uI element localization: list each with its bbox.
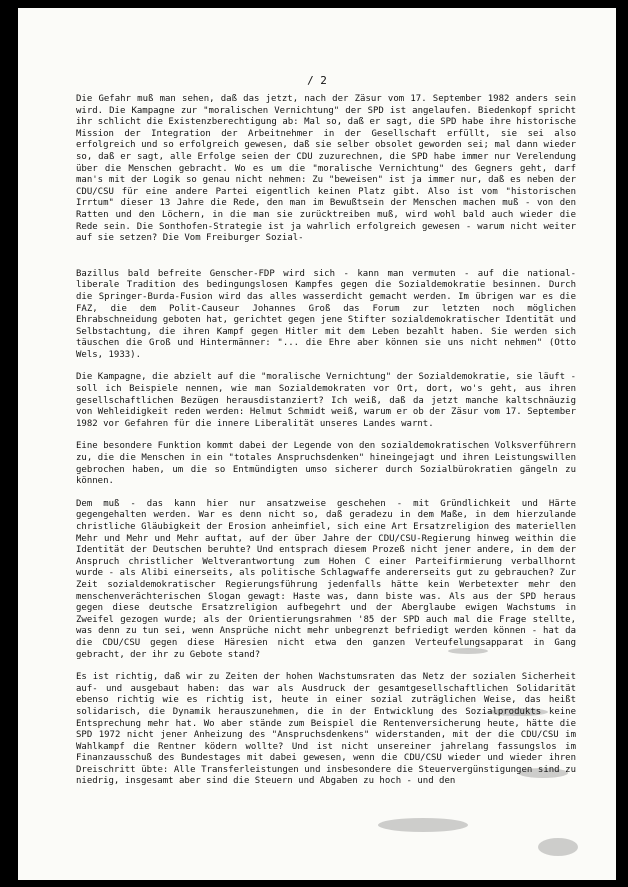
copy-speckle [448, 648, 488, 654]
copy-speckle [538, 838, 578, 856]
document-body [76, 94, 576, 799]
page-number: / 2 [307, 74, 327, 87]
paragraph-5: Dem muß - das kann hier nur ansatzweise geschehen - mit Gründlichkeit und Härte gegengehalten werden. War es denn nicht so, daß geradezu in dem Maße, in dem hierzulande christliche Gläubigkeit der Erosion anheimfiel, sich eine Art Ersatzreligion des materiellen Mehr und Mehr und Mehr auftat, auf der über Jahre der CDU/CSU-Regierung hinweg weithin die Identität der Deutschen beruhte? Und entsprach diesem Prozeß nicht jener andere, in dem der Anspruch christlicher Weltverantwortung zum Hohen C einer Parteifirmierung verballhornt wurde - als Alibi einerseits, als politische Schlagwaffe andererseits gut zu gebrauchen? Zur Zeit sozialdemokratischer Regierungsführung jedenfalls hätte kein Werbetexter mehr den menschenverächterischen Slogan gewagt: Haste was, dann biste was. Als aus der SPD heraus gegen diese deutsche Ersatzreligion aufbegehrt und der Aberglaube ewigen Wachstums in Zweifel gezogen wurde; als der Orientierungsrahmen '85 der SPD auch mal die Frage stellte, was denn zu tun sei, wenn Ansprüche nicht mehr unbegrenzt befriedigt werden können - hat da die CDU/CSU gegen diese Häresien nicht etwa den ganzen Verteufelungsapparat in Gang gebracht, der ihr zu Gebote stand? [76, 498, 576, 660]
paragraph-3: Die Kampagne, die abzielt auf die "moralische Vernichtung" der Sozialdemokratie, sie läuft - soll ich Beispiele nennen, wie man Sozialdemokraten vor Ort, dort, wo's geht, aus ihren gesellschaftlichen Bezügen herausdistanziert? Ich weiß, daß da jetzt manche kaltschnäuzig von Wehleidigkeit reden werden: Helmut Schmidt weiß, warum er ob der Zäsur vom 17. September 1982 vor Gefahren für die innere Liberalität unseres Landes warnt. [76, 372, 576, 429]
copy-speckle [378, 818, 468, 832]
paragraph-4: Eine besondere Funktion kommt dabei der Legende von den sozialdemokratischen Volksverführern zu, die die Menschen in ein "totales Anspruchsdenken" hineingejagt und ihren Leistungswillen gebrochen haben, um die so Entmündigten umso sicherer durch Sozialbürokratien gängeln zu können. [76, 441, 576, 487]
copy-speckle [518, 768, 568, 778]
document-page [18, 8, 616, 880]
copy-speckle [488, 708, 548, 716]
paragraph-6: Es ist richtig, daß wir zu Zeiten der hohen Wachstumsraten das Netz der sozialen Sicherheit auf- und ausgebaut haben: das war als Ausdruck der gesamtgesellschaftlichen Solidarität ebenso richtig wie es richtig ist, heute in einer sozial zuträglichen Weise, das heißt solidarisch, die Dynamik herauszunehmen, die in der Entwicklung des Sozialprodukts keine Entsprechung mehr hat. Wo aber stände zum Beispiel die Rentenversicherung heute, hätte die SPD 1972 nicht jener Anheizung des "Anspruchsdenkens" widerstanden, mit der die CDU/CSU im Wahlkampf die Rentner ködern wollte? Und ist nicht unsereiner jahrelang fassungslos im Finanzausschuß des Bundestages mit dabei gewesen, wenn die CDU/CSU wieder und wieder ihren Dreischritt übte: Alle Transferleistungen und insbesondere die Steuervergünstigungen sind zu niedrig, insgesamt aber sind die Steuern und Abgaben zu hoch - und den [76, 672, 576, 787]
paragraph-1: Die Gefahr muß man sehen, daß das jetzt, nach der Zäsur vom 17. September 1982 anders sein wird. Die Kampagne zur "moralischen Vernichtung" der SPD ist angelaufen. Biedenkopf spricht ihr schlicht die Existenzberechtigung ab: Mal so, daß er sagt, die SPD habe ihre historische Mission der Integration der Arbeitnehmer in der Gesellschaft erfüllt, sie sei also erfolgreich und so erfolgreich gewesen, daß sie selber obsolet geworden sei; mal dann wieder so, daß er sagt, alle Erfolge seien der CDU zuzurechnen, die SPD habe immer nur Verelendung über die Menschen gebracht. Wo es um die "moralische Vernichtung" des Gegners geht, darf man's mit der Logik so genau nicht nehmen: Zu "beweisen" ist ja immer nur, daß es neben der CDU/CSU für eine andere Partei eigentlich keinen Platz gibt. Also ist vom "historischen Irrtum" dieser 13 Jahre die Rede, den man im Bewußtsein der Menschen machen muß - von den Ratten und den Löchern, in die man sie zurücktreiben muß, wird wohl bald auch wieder die Rede sein. Die Sonthofen-Strategie ist ja wahrlich erfolgreich gewesen - warum nicht weiter auf sie setzen? Die Vom Freiburger Sozial- [76, 94, 576, 244]
paragraph-2: Bazillus bald befreite Genscher-FDP wird sich - kann man vermuten - auf die national-liberale Tradition des bedingungslosen Kampfes gegen die Sozialdemokratie besinnen. Durch die Springer-Burda-Fusion wird das alles wasserdicht gemacht werden. Im übrigen war es die FAZ, die dem Polit-Causeur Johannes Groß das Forum zur letzten noch möglichen Ehrabschneidung geboten hat, gerichtet gegen jene Stifter sozialdemokratischer Identität und Selbstachtung, die ihren Kampf gegen Hitler mit dem Leben bezahlt haben. Sie werden sich täuschen die Groß und Hintermänner: "... die Ehre aber können sie uns nicht nehmen" (Otto Wels, 1933). [76, 268, 576, 360]
